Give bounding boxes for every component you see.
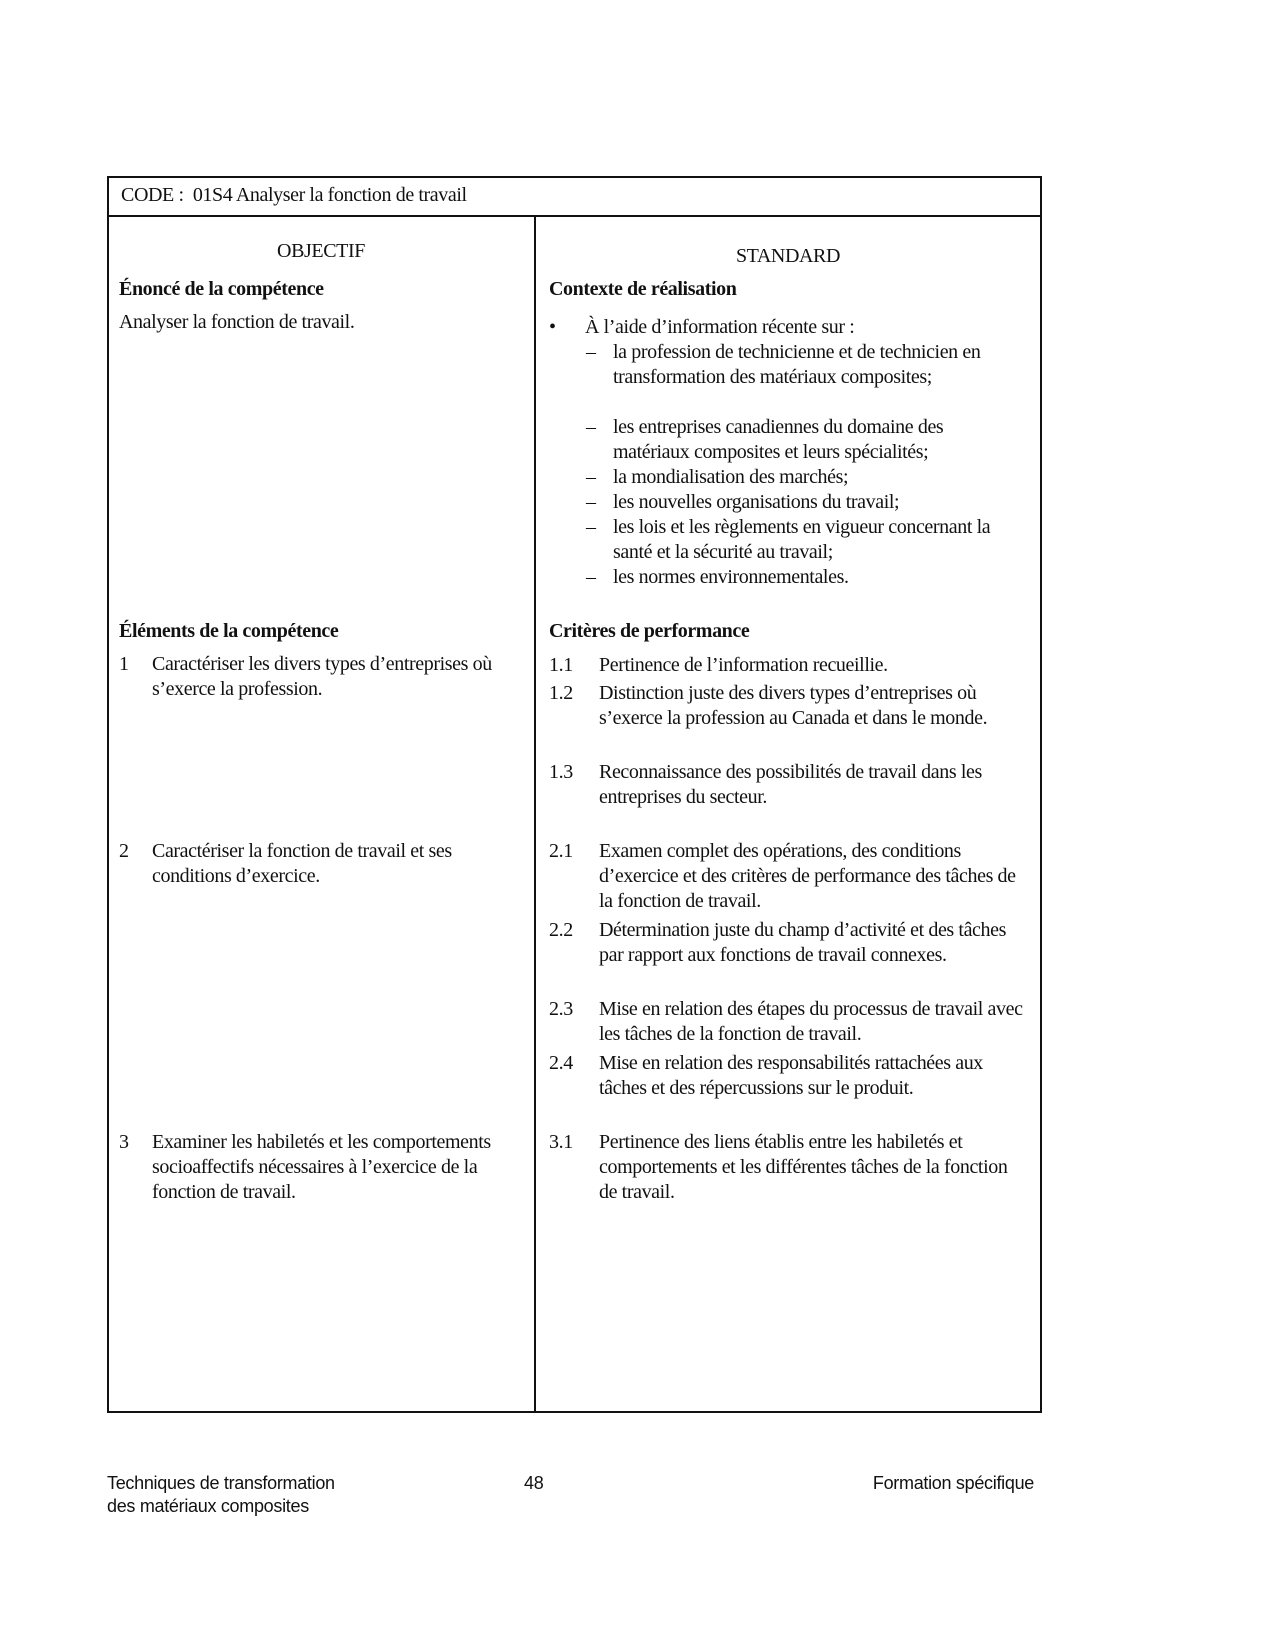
critere-number: 2.4 <box>549 1052 573 1074</box>
critere-text: Mise en relation des responsabilités rattachées aux tâches et des répercussions sur le produit. <box>599 1052 983 1099</box>
critere-number: 2.3 <box>549 998 573 1020</box>
element-number: 2 <box>119 840 129 862</box>
contexte-bullet: À l’aide d’information récente sur : <box>585 316 855 338</box>
footer-program-line1: Techniques de transformation <box>107 1473 335 1493</box>
dash-icon: – <box>586 341 596 363</box>
enonce-text: Analyser la fonction de travail. <box>119 311 355 333</box>
critere-text: Reconnaissance des possibilités de travail dans les entreprises du secteur. <box>599 761 982 808</box>
dash-icon: – <box>586 566 596 588</box>
elements-heading: Éléments de la compétence <box>119 620 339 642</box>
critere-text: Distinction juste des divers types d’entreprises où s’exerce la profession au Canada et dans le monde. <box>599 682 988 729</box>
code-label: CODE : <box>121 184 184 206</box>
contexte-subitem: la mondialisation des marchés; <box>613 466 849 488</box>
critere-number: 2.2 <box>549 919 573 941</box>
column-divider <box>534 216 536 1411</box>
critere-number: 3.1 <box>549 1131 573 1153</box>
critere-number: 1.2 <box>549 682 573 704</box>
bullet-icon: • <box>549 316 556 338</box>
contexte-subitem: les normes environnementales. <box>613 566 849 588</box>
dash-icon: – <box>586 466 596 488</box>
critere-number: 1.3 <box>549 761 573 783</box>
code-value: 01S4 Analyser la fonction de travail <box>192 184 467 206</box>
code-header <box>121 183 467 208</box>
footer-section: Formation spécifique <box>872 1473 1034 1493</box>
critere-text: Détermination juste du champ d’activité et des tâches par rapport aux fonctions de travail connexes. <box>599 919 1006 966</box>
critere-text: Examen complet des opérations, des conditions d’exercice et des critères de performance des tâches de la fonction de travail. <box>599 840 1016 912</box>
contexte-subitem: les lois et les règlements en vigueur concernant la santé et la sécurité au travail; <box>613 516 991 563</box>
critere-number: 1.1 <box>549 654 573 676</box>
element-text: Examiner les habiletés et les comportements socioaffectifs nécessaires à l’exercice de la fonction de travail. <box>152 1131 491 1203</box>
critere-number: 2.1 <box>549 840 573 862</box>
footer-program-line2: des matériaux composites <box>107 1496 309 1516</box>
critere-text: Mise en relation des étapes du processus de travail avec les tâches de la fonction de travail. <box>599 998 1023 1045</box>
dash-icon: – <box>586 416 596 438</box>
page-number: 48 <box>524 1473 544 1493</box>
standard-title: STANDARD <box>735 245 841 267</box>
enonce-heading: Énoncé de la compétence <box>119 278 324 300</box>
contexte-subitem: les entreprises canadiennes du domaine des matériaux composites et leurs spécialités; <box>613 416 944 463</box>
critere-text: Pertinence de l’information recueillie. <box>599 654 888 676</box>
dash-icon: – <box>586 491 596 513</box>
contexte-subitem: les nouvelles organisations du travail; <box>613 491 900 513</box>
dash-icon: – <box>586 516 596 538</box>
element-number: 1 <box>119 653 129 675</box>
contexte-heading: Contexte de réalisation <box>549 278 737 300</box>
element-text: Caractériser la fonction de travail et ses conditions d’exercice. <box>152 840 452 887</box>
objectif-title: OBJECTIF <box>277 240 365 262</box>
element-text: Caractériser les divers types d’entreprises où s’exerce la profession. <box>152 653 492 700</box>
header-divider <box>107 215 1040 217</box>
element-number: 3 <box>119 1131 129 1153</box>
contexte-subitem: la profession de technicienne et de technicien en transformation des matériaux composites; <box>613 341 981 388</box>
criteres-heading: Critères de performance <box>549 620 750 642</box>
critere-text: Pertinence des liens établis entre les habiletés et comportements et les différentes tâches de la fonction de travail. <box>599 1131 1008 1203</box>
